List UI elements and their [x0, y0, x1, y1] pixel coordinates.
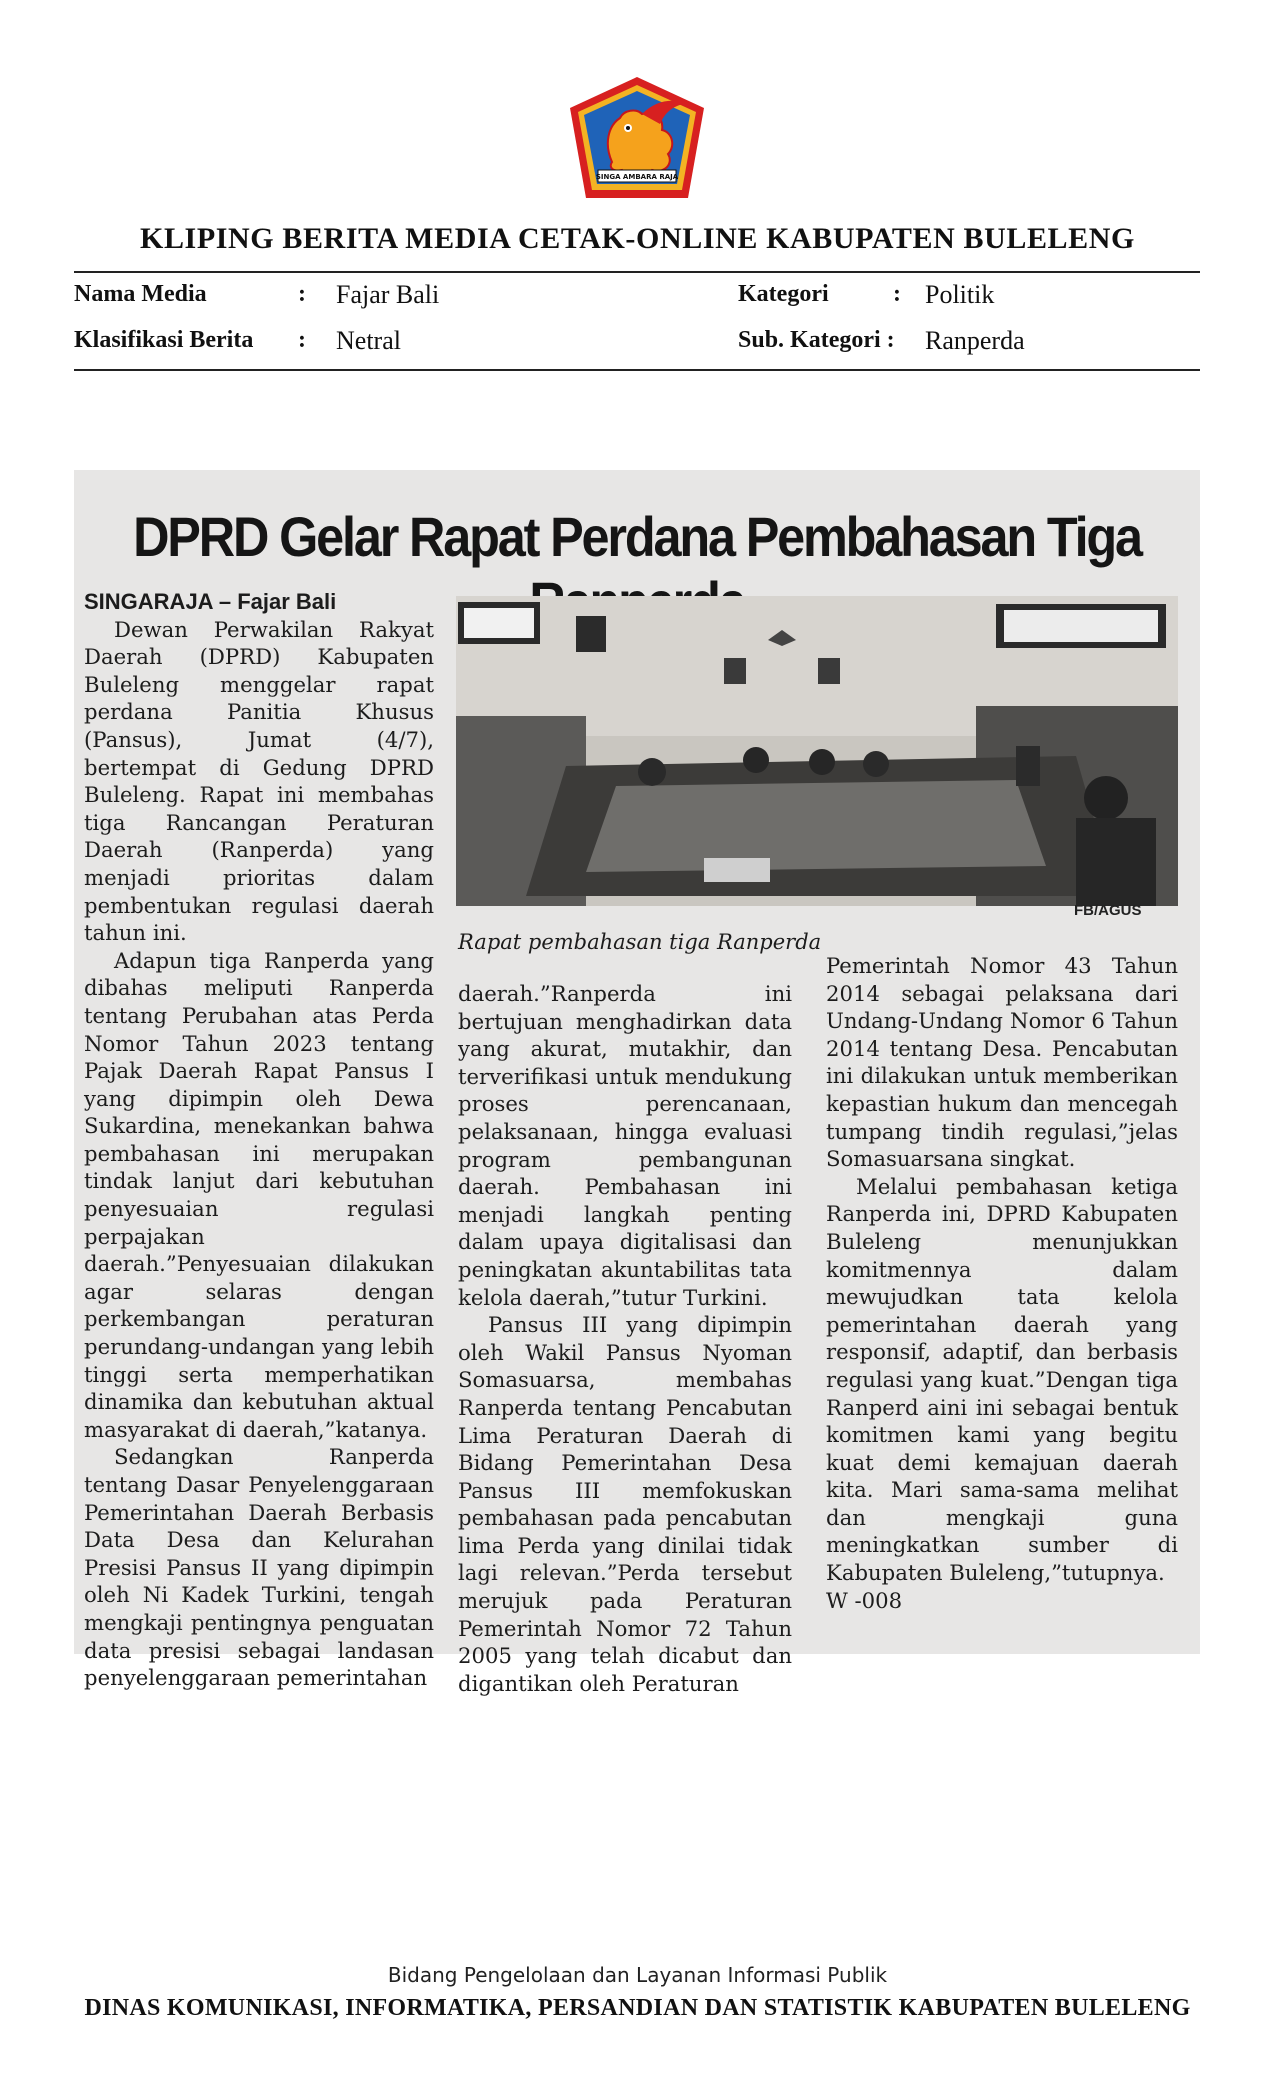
- paragraph: Dewan Perwakilan Rakyat Daerah (DPRD) Kabupaten Buleleng menggelar rapat perdana Panitia Khusus (Pansus), Jumat (4/7), bertempat di Gedung DPRD Buleleng. Rapat ini membahas tiga Rancangan Peraturan Daerah (Ranperda) yang menjadi prioritas dalam pembentukan regulasi daerah tahun ini.: [84, 616, 434, 946]
- photo-caption: Rapat pembahasan tiga Ranperda: [458, 930, 822, 954]
- paragraph: Sedangkan Ranperda tentang Dasar Penyelenggaraan Pemerintahan Daerah Berbasis Data Desa dan Kelurahan Presisi Pansus II yang dipimpin oleh Ni Kadek Turkini, tengah mengkaji pentingnya penguatan data presisi sebagai landasan penyelenggaraan pemerintahan: [84, 1444, 434, 1691]
- footer-agency: DINAS KOMUNIKASI, INFORMATIKA, PERSANDIAN DAN STATISTIK KABUPATEN BULELENG: [84, 1995, 1191, 2021]
- article-headline: DPRD Gelar Rapat Perdana Pembahasan Tiga: [133, 505, 1141, 568]
- divider-bottom: [74, 369, 1200, 371]
- article-dateline: SINGARAJA – Fajar Bali: [84, 589, 337, 614]
- divider-top: [74, 271, 1200, 273]
- sub-kategori-value: Ranperda: [925, 326, 1025, 355]
- article-signoff: W -008: [826, 1587, 903, 1613]
- klasifikasi-colon: :: [298, 327, 306, 353]
- footer-department: Bidang Pengelolaan dan Layanan Informasi Publik: [387, 1963, 888, 1987]
- article-column-1: [84, 588, 434, 1692]
- paragraph: Melalui pembahasan ketiga Ranperda ini, DPRD Kabupaten Buleleng menunjukkan komitmennya dalam mewujudkan tata kelola pemerintahan daerah yang responsif, adaptif, dan berbasis regulasi yang kuat.”Dengan tiga Ranperd aini ini sebagai bentuk komitmen kami yang begitu kuat demi kemajuan daerah kita. Mari sama-sama melihat dan mengkaji guna meningkatkan sumber di Kabupaten Buleleng,”tutupnya.: [826, 1173, 1178, 1586]
- nama-media-value: Fajar Bali: [336, 280, 440, 309]
- meeting-photo: [456, 596, 1178, 906]
- page-title: KLIPING BERITA MEDIA CETAK-ONLINE KABUPATEN BULELENG: [140, 222, 1135, 255]
- paragraph: Pansus III yang dipimpin oleh Wakil Pansus Nyoman Somasuarsa, membahas Ranperda tentang Pencabutan Lima Peraturan Daerah di Bidang Pemerintahan Desa Pansus III memfokuskan pembahasan pada pencabutan lima Perda yang dinilai tidak lagi relevan.”Perda tersebut merujuk pada Peraturan Pemerintah Nomor 72 Tahun 2005 yang telah dicabut dan digantikan oleh Peraturan: [458, 1312, 792, 1696]
- photo-credit: FB/AGUS: [1074, 902, 1142, 919]
- kategori-value: Politik: [925, 280, 995, 309]
- klasifikasi-label: Klasifikasi Berita: [74, 327, 254, 353]
- nama-media-label: Nama Media: [74, 281, 207, 307]
- article-column-2: [458, 980, 792, 1697]
- logo-motto: SINGA AMBARA RAJA: [595, 173, 679, 181]
- paragraph: daerah.”Ranperda ini bertujuan menghadirkan data yang akurat, mutakhir, dan terverifikasi untuk mendukung proses perencanaan, pelaksanaan, hingga evaluasi program pembangunan daerah. Pembahasan ini menjadi langkah penting dalam upaya digitalisasi dan peningkatan akuntabilitas tata kelola daerah,”tutur Turkini.: [458, 981, 792, 1310]
- singa-ambara-raja-logo: [564, 74, 710, 204]
- sub-kategori-label: Sub. Kategori :: [738, 327, 895, 353]
- article-column-3: [826, 952, 1178, 1614]
- kategori-colon: :: [893, 281, 901, 307]
- paragraph: Pemerintah Nomor 43 Tahun 2014 sebagai pelaksana dari Undang-Undang Nomor 6 Tahun 2014 tentang Desa. Pencabutan ini dilakukan untuk memberikan kepastian hukum dan mencegah tumpang tindih regulasi,”jelas Somasuarsana singkat.: [826, 953, 1178, 1172]
- kategori-label: Kategori: [738, 281, 829, 307]
- paragraph: Adapun tiga Ranperda yang dibahas meliputi Ranperda tentang Perubahan atas Perda Nomor Tahun 2023 tentang Pajak Daerah Rapat Pansus I yang dipimpin oleh Dewa Sukardina, menekankan bahwa pembahasan ini merupakan tindak lanjut dari kebutuhan penyesuaian regulasi perpajakan daerah.”Penyesuaian dilakukan agar selaras dengan perkembangan peraturan perundang-undangan yang lebih tinggi serta memperhatikan dinamika dan kebutuhan aktual masyarakat di daerah,”katanya.: [84, 947, 434, 1442]
- klasifikasi-value: Netral: [336, 326, 401, 355]
- news-clipping: [74, 470, 1200, 1696]
- nama-media-colon: :: [298, 281, 306, 307]
